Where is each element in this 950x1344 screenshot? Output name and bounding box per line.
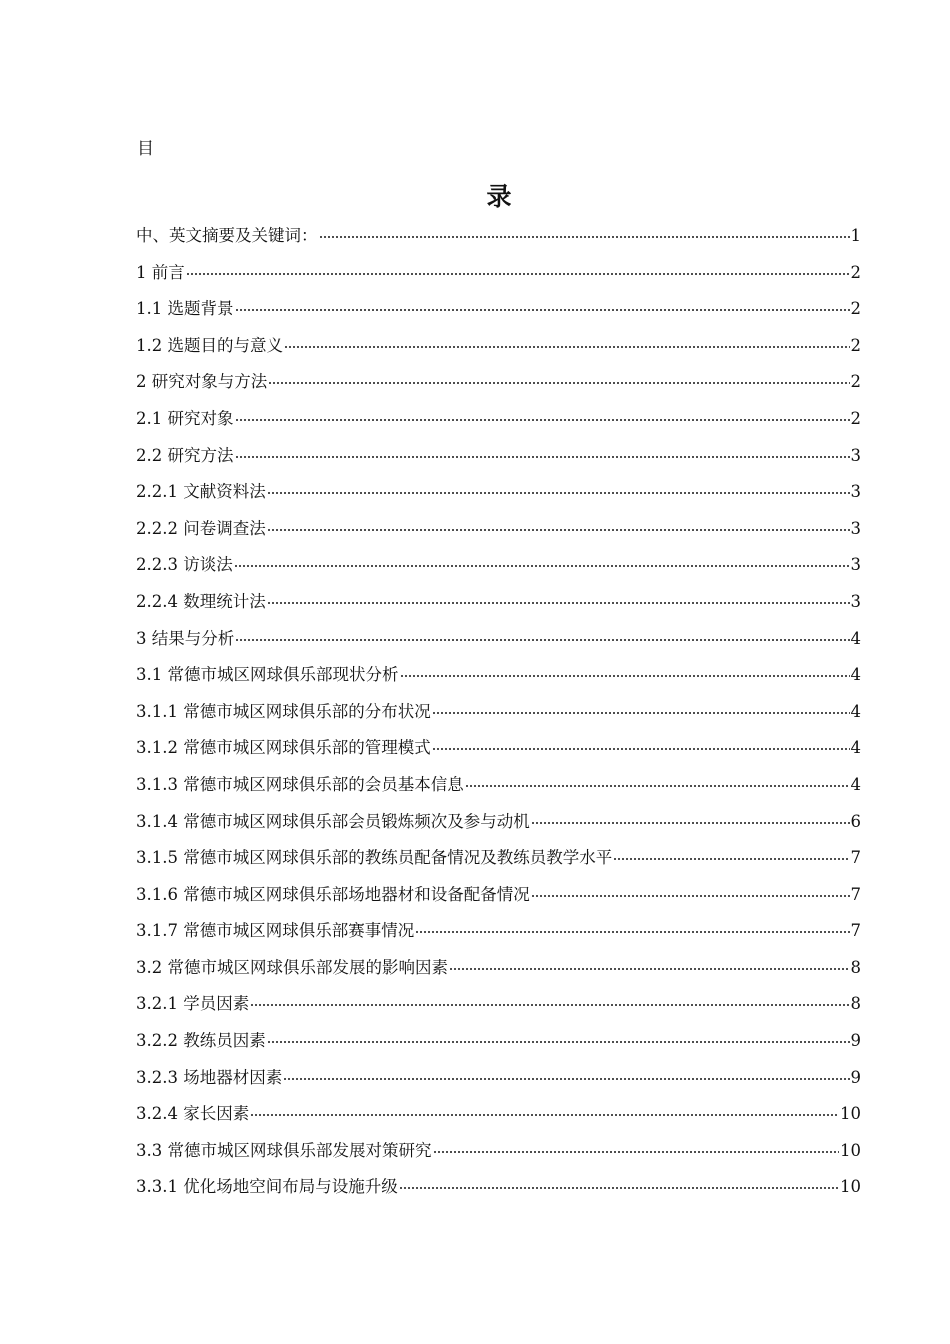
toc-entry[interactable] xyxy=(136,992,861,1029)
toc-entry[interactable] xyxy=(136,224,861,261)
toc-dot-leader xyxy=(186,273,850,275)
toc-entry-page-number: 3 xyxy=(850,518,861,538)
toc-entry[interactable] xyxy=(136,1066,861,1103)
toc-entry-page-number: 9 xyxy=(850,1067,861,1087)
toc-entry[interactable] xyxy=(136,919,861,956)
toc-dot-leader xyxy=(250,1114,839,1116)
toc-entry-title: 3.2.3 场地器材因素 xyxy=(136,1067,283,1087)
toc-entry[interactable] xyxy=(136,956,861,993)
toc-entry-title: 1.1 选题背景 xyxy=(136,299,234,319)
toc-entry[interactable] xyxy=(136,846,861,883)
toc-dot-leader xyxy=(432,748,850,750)
toc-entry-title: 2.1 研究对象 xyxy=(136,408,234,428)
toc-entry-page-number: 7 xyxy=(850,848,861,868)
toc-entry[interactable] xyxy=(136,700,861,737)
toc-entry[interactable] xyxy=(136,1102,861,1139)
toc-entry-title: 3.2.1 学员因素 xyxy=(136,994,250,1014)
toc-entry-page-number: 2 xyxy=(850,372,861,392)
toc-entry-title: 3.2 常德市城区网球俱乐部发展的影响因素 xyxy=(136,957,448,977)
toc-entry-page-number: 4 xyxy=(850,738,861,758)
toc-dot-leader xyxy=(531,895,850,897)
toc-entry-title: 中、英文摘要及关键词： xyxy=(136,226,318,245)
toc-entry[interactable] xyxy=(136,407,861,444)
toc-dot-leader xyxy=(449,968,850,970)
toc-entry-page-number: 6 xyxy=(850,811,861,831)
toc-entry[interactable] xyxy=(136,480,861,517)
toc-dot-leader xyxy=(613,858,849,860)
toc-entry-title: 3.1.3 常德市城区网球俱乐部的会员基本信息 xyxy=(136,774,464,794)
toc-entry-title: 3.2.4 家长因素 xyxy=(136,1104,250,1124)
toc-entry-title: 3.1.7 常德市城区网球俱乐部赛事情况 xyxy=(136,921,415,941)
toc-dot-leader xyxy=(235,309,850,311)
table-of-contents xyxy=(136,224,861,1212)
toc-dot-leader xyxy=(268,382,849,384)
toc-heading-second-char: 录 xyxy=(486,182,512,211)
toc-entry[interactable] xyxy=(136,773,861,810)
toc-entry[interactable] xyxy=(136,370,861,407)
toc-entry-title: 3.1.1 常德市城区网球俱乐部的分布状况 xyxy=(136,701,431,721)
toc-entry-title: 2.2.3 访谈法 xyxy=(136,555,233,575)
toc-entry-title: 3.1.4 常德市城区网球俱乐部会员锻炼频次及参与动机 xyxy=(136,811,530,831)
toc-entry-page-number: 4 xyxy=(850,701,861,721)
toc-dot-leader xyxy=(235,639,849,641)
toc-dot-leader xyxy=(319,236,850,238)
toc-entry[interactable] xyxy=(136,627,861,664)
toc-entry-title: 1 前言 xyxy=(136,262,185,282)
toc-entry[interactable] xyxy=(136,810,861,847)
toc-entry-page-number: 3 xyxy=(850,445,861,465)
toc-entry-page-number: 10 xyxy=(840,1140,861,1160)
toc-dot-leader xyxy=(399,1187,839,1189)
toc-entry[interactable] xyxy=(136,736,861,773)
toc-dot-leader xyxy=(267,602,850,604)
toc-entry-page-number: 2 xyxy=(850,408,861,428)
toc-entry-title: 2.2.1 文献资料法 xyxy=(136,482,266,502)
toc-entry[interactable] xyxy=(136,883,861,920)
toc-entry-page-number: 4 xyxy=(850,628,861,648)
toc-entry-page-number: 4 xyxy=(850,774,861,794)
toc-entry[interactable] xyxy=(136,590,861,627)
toc-dot-leader xyxy=(283,1078,849,1080)
toc-entry[interactable] xyxy=(136,1029,861,1066)
toc-entry-title: 1.2 选题目的与意义 xyxy=(136,335,283,355)
toc-dot-leader xyxy=(400,675,850,677)
toc-entry-page-number: 7 xyxy=(850,884,861,904)
toc-entry[interactable] xyxy=(136,663,861,700)
toc-entry-title: 3.1.6 常德市城区网球俱乐部场地器材和设备配备情况 xyxy=(136,884,530,904)
toc-entry[interactable] xyxy=(136,517,861,554)
toc-dot-leader xyxy=(432,712,850,714)
toc-entry-page-number: 8 xyxy=(850,957,861,977)
toc-dot-leader xyxy=(250,1004,849,1006)
toc-entry-title: 2.2.4 数理统计法 xyxy=(136,591,266,611)
toc-entry-page-number: 3 xyxy=(850,482,861,502)
toc-entry-title: 3 结果与分析 xyxy=(136,628,235,648)
toc-entry-page-number: 10 xyxy=(840,1104,861,1124)
toc-entry-title: 2.2.2 问卷调查法 xyxy=(136,518,266,538)
toc-dot-leader xyxy=(433,1151,840,1153)
toc-entry[interactable] xyxy=(136,334,861,371)
toc-dot-leader xyxy=(267,529,850,531)
toc-entry-page-number: 8 xyxy=(850,994,861,1014)
toc-dot-leader xyxy=(235,456,850,458)
toc-dot-leader xyxy=(284,346,850,348)
toc-entry-title: 3.3.1 优化场地空间布局与设施升级 xyxy=(136,1177,398,1197)
toc-entry-page-number: 3 xyxy=(850,591,861,611)
toc-entry[interactable] xyxy=(136,1175,861,1212)
toc-entry-title: 3.1.5 常德市城区网球俱乐部的教练员配备情况及教练员教学水平 xyxy=(136,848,613,868)
toc-dot-leader xyxy=(267,1041,850,1043)
toc-dot-leader xyxy=(267,492,850,494)
toc-entry-title: 3.1 常德市城区网球俱乐部现状分析 xyxy=(136,665,399,685)
toc-entry[interactable] xyxy=(136,261,861,298)
toc-entry-page-number: 2 xyxy=(850,335,861,355)
toc-dot-leader xyxy=(415,931,849,933)
toc-entry-page-number: 10 xyxy=(840,1177,861,1197)
toc-entry-page-number: 7 xyxy=(850,921,861,941)
toc-entry[interactable] xyxy=(136,444,861,481)
toc-dot-leader xyxy=(235,419,850,421)
toc-entry-page-number: 1 xyxy=(850,226,861,245)
toc-entry-page-number: 2 xyxy=(850,299,861,319)
toc-entry-title: 2 研究对象与方法 xyxy=(136,372,268,392)
toc-entry[interactable] xyxy=(136,553,861,590)
toc-entry-page-number: 9 xyxy=(850,1031,861,1051)
toc-entry-page-number: 3 xyxy=(850,555,861,575)
toc-entry-page-number: 2 xyxy=(850,262,861,282)
toc-entry-title: 3.1.2 常德市城区网球俱乐部的管理模式 xyxy=(136,738,431,758)
toc-entry-page-number: 4 xyxy=(850,665,861,685)
toc-entry[interactable] xyxy=(136,1139,861,1176)
toc-entry[interactable] xyxy=(136,297,861,334)
toc-dot-leader xyxy=(531,822,850,824)
toc-entry-title: 2.2 研究方法 xyxy=(136,445,234,465)
toc-dot-leader xyxy=(465,785,850,787)
toc-entry-title: 3.3 常德市城区网球俱乐部发展对策研究 xyxy=(136,1140,432,1160)
toc-heading-first-char: 目 xyxy=(137,139,154,159)
toc-dot-leader xyxy=(234,565,850,567)
toc-entry-title: 3.2.2 教练员因素 xyxy=(136,1031,266,1051)
